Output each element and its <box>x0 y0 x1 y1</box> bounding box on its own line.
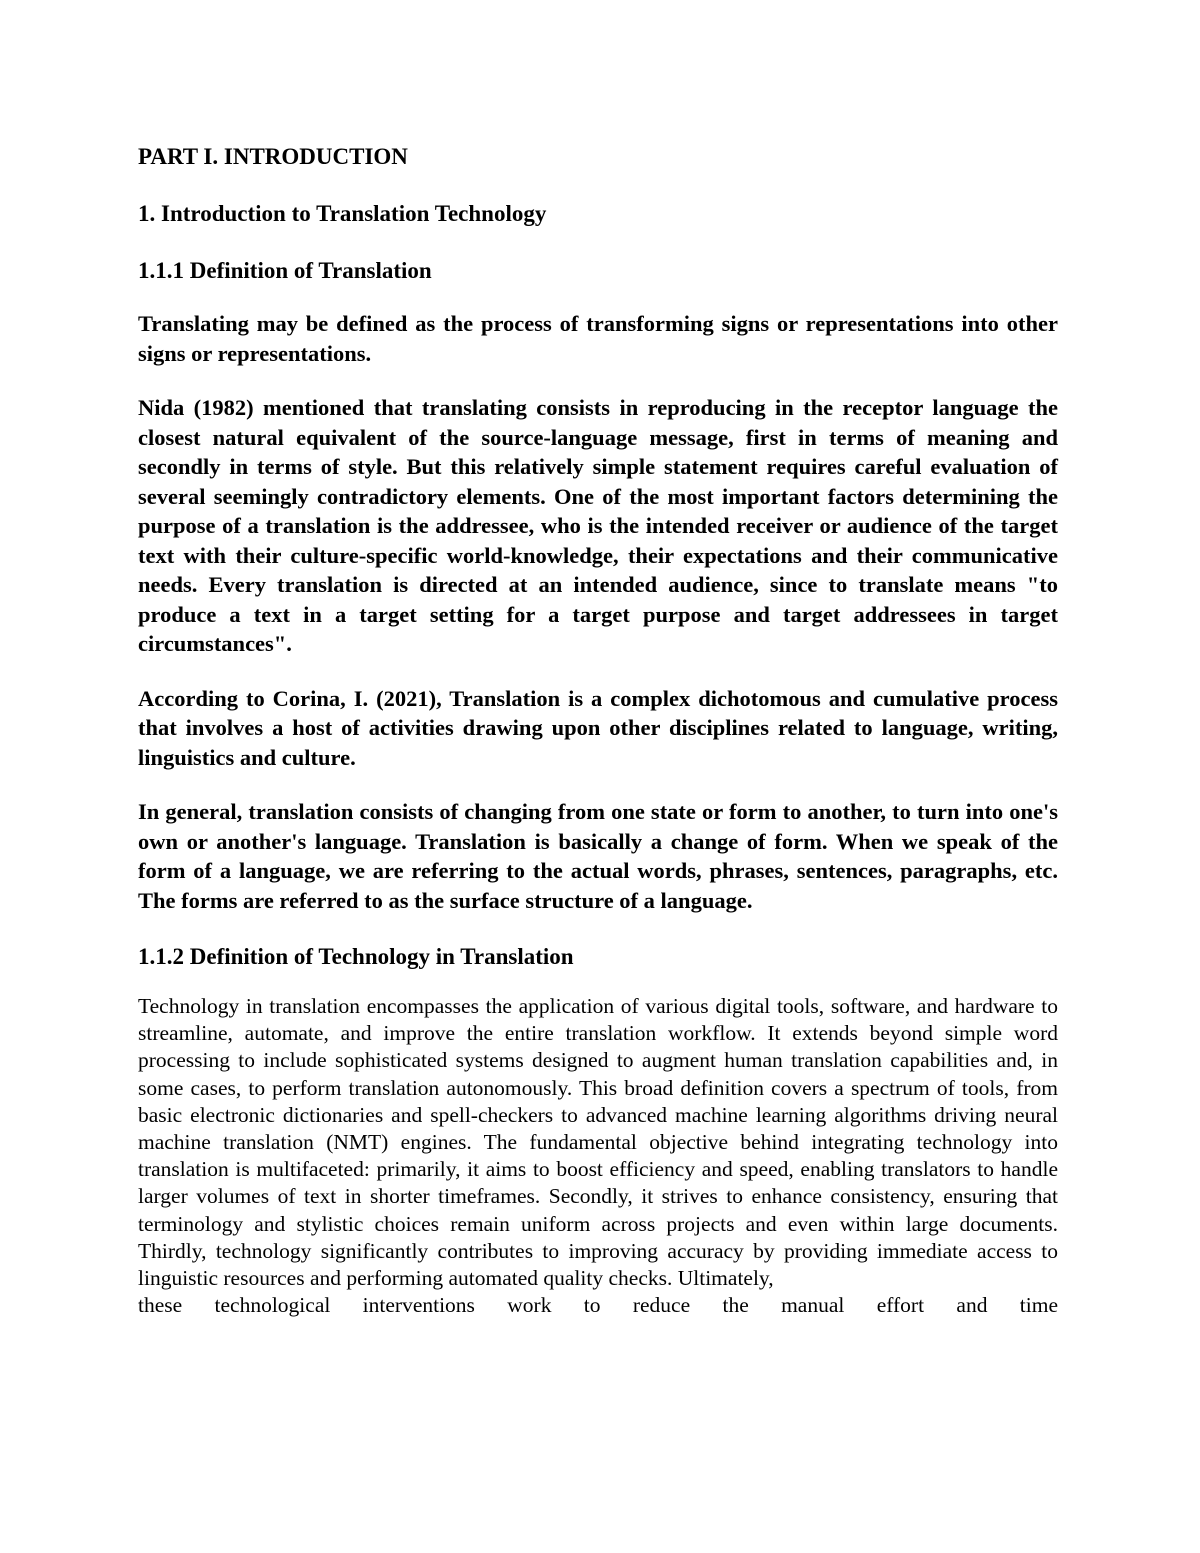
paragraph-technology-in-translation <box>138 993 1058 1319</box>
part-title: PART I. INTRODUCTION <box>138 144 408 169</box>
document-body <box>138 140 1058 1319</box>
paragraph-corina: According to Corina, I. (2021), Translation is a complex dichotomous and cumulative process that involves a host of activities drawing upon other disciplines related to language, writing, linguistics and culture. <box>138 685 1058 770</box>
paragraph-technology-last-line: these technological interventions work to reduce the manual effort and time <box>138 1293 1058 1318</box>
section-title-definition-of-translation: 1.1.1 Definition of Translation <box>138 258 432 283</box>
paragraph-nida: Nida (1982) mentioned that translating consists in reproducing in the receptor language the closest natural equivalent of the source-language message, first in terms of meaning and secondly in terms of style. But this relatively simple statement requires careful evaluation of several seemingly contradictory elements. One of the most important factors determining the purpose of a translation is the addressee, who is the intended receiver or audience of the target text with their culture-specific world-knowledge, their expectations and their communicative needs. Every translation is directed at an intended audience, since to translate means "to produce a text in a target setting for a target purpose and target addressees in target circumstances". <box>138 395 1058 656</box>
paragraph-in-general: In general, translation consists of changing from one state or form to another, to turn into one's own or another's language. Translation is basically a change of form. When we speak of the form of a language, we are referring to the actual words, phrases, sentences, paragraphs, etc. The forms are referred to as the surface structure of a language. <box>138 799 1058 913</box>
paragraph-translating-definition: Translating may be defined as the process of transforming signs or representations into other signs or representations. <box>138 311 1058 366</box>
section-title-technology-in-translation: 1.1.2 Definition of Technology in Translation <box>138 944 574 969</box>
paragraph-technology-main: Technology in translation encompasses the application of various digital tools, software, and hardware to streamline, automate, and improve the entire translation workflow. It extends beyond simple word processing to include sophisticated systems designed to augment human translation capabilities and, in some cases, to perform translation autonomously. This broad definition covers a spectrum of tools, from basic electronic dictionaries and spell-checkers to advanced machine learning algorithms driving neural machine translation (NMT) engines. The fundamental objective behind integrating technology into translation is multifaceted: primarily, it aims to boost efficiency and speed, enabling translators to handle larger volumes of text in shorter timeframes. Secondly, it strives to enhance consistency, ensuring that terminology and stylistic choices remain uniform across projects and even within large documents. Thirdly, technology significantly contributes to improving accuracy by providing immediate access to linguistic resources and performing automated quality checks. Ultimately, <box>138 994 1058 1291</box>
chapter-title: 1. Introduction to Translation Technology <box>138 201 547 226</box>
